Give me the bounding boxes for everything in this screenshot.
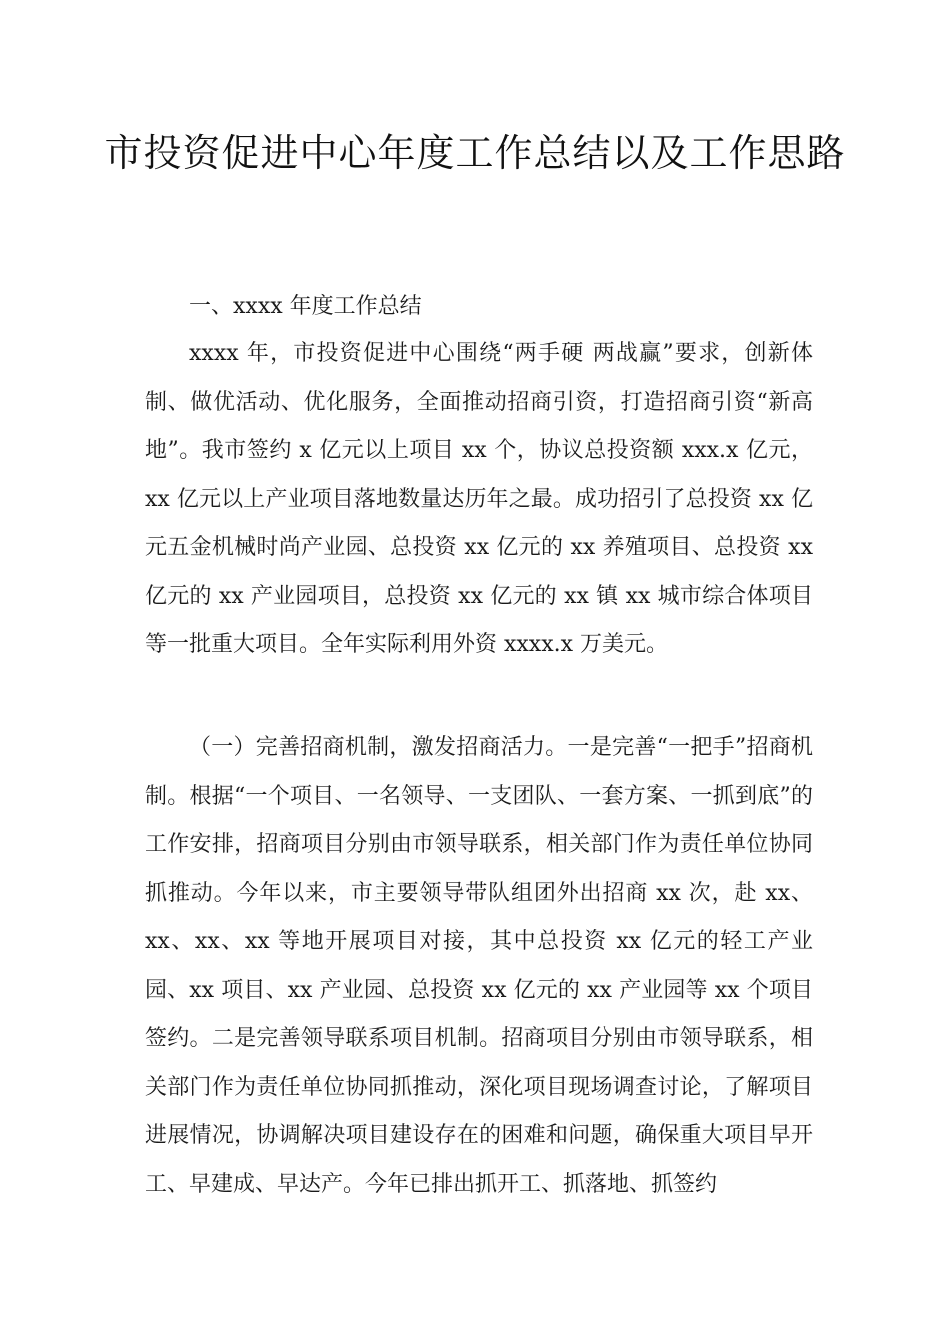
document-title: 市投资促进中心年度工作总结以及工作思路: [104, 131, 846, 175]
mechanism-paragraph: （一）完善招商机制，激发招商活力。一是完善“一把手”招商机制。根据“一个项目、一名领导、一支团队、一套方案、一抓到底”的工作安排，招商项目分别由市领导联系，相关部门作为责任单位协同抓推动。今年以来，市主要领导带队组团外出招商 xx 次，赴 xx、xx、xx、xx 等地开展项目对接，其中总投资 xx 亿元的轻工产业园、xx 项目、xx 产业园、总投资 xx 亿元的 xx 产业园等 xx 个项目签约。二是完善领导联系项目机制。招商项目分别由市领导联系，相关部门作为责任单位协同抓推动，深化项目现场调查讨论，了解项目进展情况，协调解决项目建设存在的困难和问题，确保重大项目早开工、早建成、早达产。今年已排出抓开工、抓落地、抓签约: [145, 735, 813, 1197]
summary-paragraph: xxxx 年，市投资促进中心围绕“两手硬 两战赢”要求，创新体制、做优活动、优化服务，全面推动招商引资，打造招商引资“新高地”。我市签约 x 亿元以上项目 xx 个，协议总投资额 xxx.x 亿元，xx 亿元以上产业项目落地数量达历年之最。成功招引了总投资 xx 亿元五金机械时尚产业园、总投资 xx 亿元的 xx 养殖项目、总投资 xx 亿元的 xx 产业园项目，总投资 xx 亿元的 xx 镇 xx 城市综合体项目等一批重大项目。全年实际利用外资 xxxx.x 万美元。: [145, 341, 813, 657]
section-heading: 一、xxxx 年度工作总结: [189, 294, 422, 319]
